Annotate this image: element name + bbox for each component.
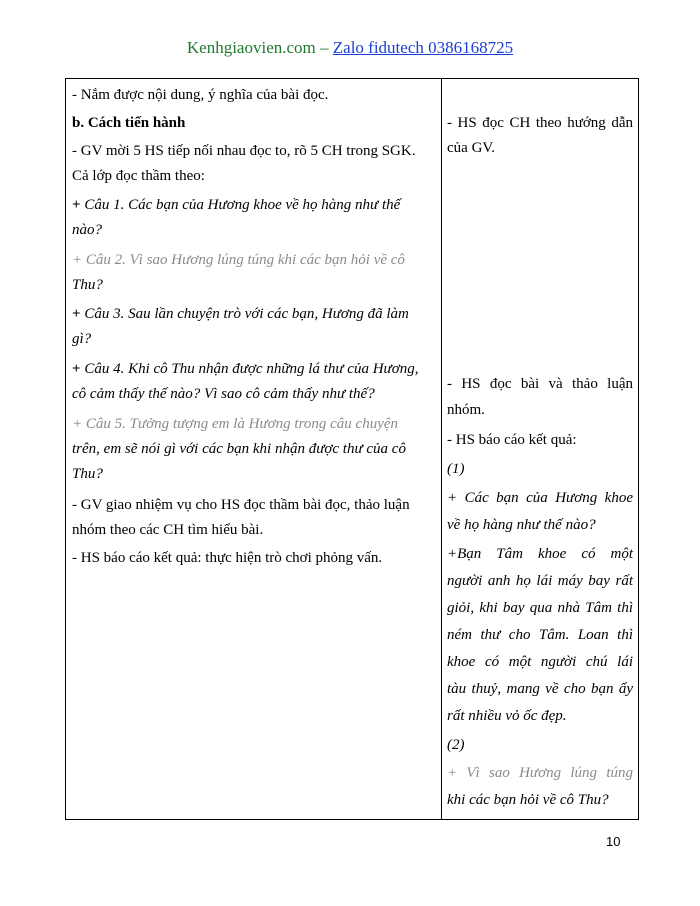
question-4-cont: cô cảm thấy thế nào? Vì sao cô cảm thấy như thế? (72, 386, 375, 402)
header-separator: – (315, 38, 333, 57)
text-line: nhóm theo các CH tìm hiểu bài. (72, 522, 264, 538)
question-line: + Vì sao Hương lúng túng (447, 765, 633, 781)
answer-line: +Bạn Tâm khoe có một (447, 546, 633, 562)
question-2-cont: Thu? (72, 277, 103, 293)
bullet: + (72, 361, 85, 377)
bullet: + (72, 197, 85, 213)
page-header (0, 38, 700, 58)
question-1: Câu 1. Các bạn của Hương khoe về họ hàng như thế (84, 197, 401, 213)
question-3: Câu 3. Sau lần chuyện trò với các bạn, Hương đã làm (84, 306, 409, 322)
bullet: + (72, 306, 85, 322)
question-5-cont: trên, em sẽ nói gì với các bạn khi nhận được thư của cô (72, 441, 406, 457)
answer-line: tàu thuỷ, mang về cho bạn ấy (447, 681, 633, 697)
text-line: - HS đọc CH theo hướng dẫn (447, 115, 633, 131)
question-4: Câu 4. Khi cô Thu nhận được những lá thư của Hương, (84, 361, 419, 377)
text-line: - HS đọc bài và thảo luận (447, 376, 633, 392)
question-1-cont: nào? (72, 222, 102, 238)
site-name: Kenhgiaovien.com (186, 38, 316, 57)
column-divider (441, 79, 442, 819)
lesson-table (65, 78, 639, 820)
question-5-cont: Thu? (72, 466, 103, 482)
text-line: - HS báo cáo kết quả: (447, 432, 577, 448)
question-line: về họ hàng như thế nào? (447, 517, 596, 533)
answer-line: rất nhiều vỏ ốc đẹp. (447, 708, 567, 724)
text-line: - GV giao nhiệm vụ cho HS đọc thầm bài đọc, thảo luận (72, 497, 410, 513)
answer-number: (2) (447, 737, 465, 753)
question-2: + Câu 2. Vì sao Hương lúng túng khi các bạn hỏi về cô (72, 252, 405, 268)
question-3-cont: gì? (72, 331, 92, 347)
question-5: + Câu 5. Tưởng tượng em là Hương trong câu chuyện (72, 416, 399, 432)
question-line: khi các bạn hỏi về cô Thu? (447, 792, 609, 808)
objective-line: - Nắm được nội dung, ý nghĩa của bài đọc. (72, 87, 329, 103)
answer-number: (1) (447, 461, 465, 477)
text-line: nhóm. (447, 402, 485, 418)
zalo-link[interactable]: Zalo fidutech 0386168725 (332, 38, 514, 57)
answer-line: người anh họ lái máy bay rất (447, 573, 633, 589)
text-line: của GV. (447, 140, 496, 156)
question-line: + Các bạn của Hương khoe (447, 490, 633, 506)
text-line: Cả lớp đọc thầm theo: (72, 168, 205, 184)
text-line: - HS báo cáo kết quả: thực hiện trò chơi phỏng vấn. (72, 550, 383, 566)
answer-line: khoe có một người chú lái (447, 654, 633, 670)
procedure-heading: b. Cách tiến hành (72, 115, 186, 131)
page-number: 10 (606, 834, 621, 849)
answer-line: ném thư cho Tâm. Loan thì (447, 627, 633, 643)
answer-line: giỏi, khi bay qua nhà Tâm thì (447, 600, 633, 616)
text-line: - GV mời 5 HS tiếp nối nhau đọc to, rõ 5 CH trong SGK. (72, 143, 416, 159)
